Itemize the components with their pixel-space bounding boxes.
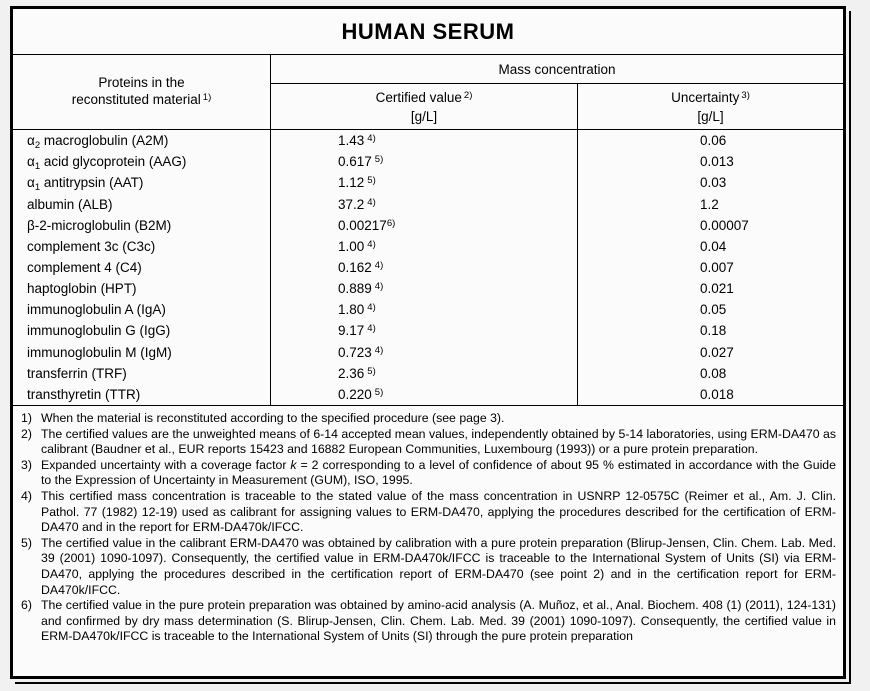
table-row <box>13 342 843 363</box>
certified-value: 1.00 $^{4)}$ <box>271 236 578 257</box>
footnote-number: 6) <box>21 598 32 613</box>
table-row <box>13 363 843 384</box>
footnote-number: 3) <box>21 457 32 472</box>
footnote <box>20 536 836 598</box>
footnote <box>20 411 836 427</box>
footnote-marker: 5) <box>374 386 384 398</box>
footnote-text: The certified value in the calibrant ERM-DA470 was obtained by calibration with a pure protein preparation (Blirup-Jensen, Clin. Chem. Lab. Med. 39 (2001) 1090-1097). Consequently, the certified value in ERM-DA470k/IFCC is traceable to the International System of Units (SI) via ERM-DA470, applying the procedures described in the certification report of ERM-DA470 (see point 2) and in the certification report for ERM-DA470k/IFCC. <box>41 535 836 597</box>
footnote-text: The certified value in the pure protein preparation was obtained by amino-acid analysis (A. Muñoz, et al., Anal. Biochem. 408 (1) (2011), 124-131) and confirmed by dry mass determination (S. Blirup-Jensen, Clin. Chem. Lab. Med. 39 (2001) 1090-1097). Consequently, the certified value in ERM-DA470k/IFCC is traceable to the International System of Units (SI) through the pure protein preparation <box>41 598 836 644</box>
footnote-marker: 4) <box>367 323 376 335</box>
footnotes-section <box>13 406 843 676</box>
uncertainty-value: 0.04 <box>700 238 727 254</box>
table-row <box>13 172 843 193</box>
footnote-marker-2: 2) <box>463 89 473 101</box>
protein-name: immunoglobulin G (IgG) <box>13 320 271 341</box>
mass-concentration-header-group <box>271 55 843 129</box>
table-row <box>13 151 843 172</box>
uncertainty-value: 0.013 <box>700 154 734 170</box>
footnote-number: 1) <box>21 411 32 425</box>
footnote-marker: 4) <box>374 260 384 272</box>
uncertainty-value: 0.018 <box>700 386 734 402</box>
certificate-page <box>10 6 846 679</box>
uncertainty-value: 0.00007 <box>700 217 749 233</box>
footnote-marker: 5) <box>367 175 376 187</box>
certified-value: 0.889 $^{4)}$ <box>271 278 578 299</box>
footnote-marker: 4) <box>367 238 376 250</box>
footnote <box>20 598 836 645</box>
table-row <box>13 278 843 299</box>
protein-name: $\alpha_1$ antitrypsin (AAT) <box>13 172 271 193</box>
protein-name: immunoglobulin A (IgA) <box>13 299 271 320</box>
certified-value: 1.80 $^{4)}$ <box>271 299 578 320</box>
table-row <box>13 236 843 257</box>
certified-value: 9.17 $^{4)}$ <box>271 320 578 341</box>
uncertainty-value: 0.007 <box>700 260 734 276</box>
certified-value: 2.36 $^{5)}$ <box>271 363 578 384</box>
footnote-text: The certified values are the unweighted means of 6-14 accepted mean values, independently obtained by 5-14 laboratories, using ERM-DA470 as calibrant (Baudner et al., EUR reports 15423 and 16882 European Communities, Luxembourg (1993)) or a pure protein preparation. <box>41 426 836 457</box>
certified-value: 1.12 $^{5)}$ <box>271 172 578 193</box>
protein-name: immunoglobulin M (IgM) <box>13 342 271 363</box>
table-row <box>13 257 843 278</box>
title-row <box>13 9 843 55</box>
protein-name: $\alpha_2$ macroglobulin (A2M) <box>13 130 271 151</box>
uncertainty-value: 0.05 <box>700 302 727 318</box>
group-header-mass-concentration: Mass concentration <box>271 55 843 84</box>
protein-name: albumin (ALB) <box>13 193 271 214</box>
uncertainty-unit: [g/L] <box>697 108 724 124</box>
certified-value-unit: [g/L] <box>410 108 438 124</box>
footnote-number: 2) <box>21 426 32 441</box>
footnote-marker: 4) <box>367 302 376 314</box>
column-header-certified-value <box>271 84 578 129</box>
certified-value: 0.723 $^{4)}$ <box>271 342 578 363</box>
table-body <box>13 130 843 406</box>
footnote-number: 4) <box>21 488 32 503</box>
footnote-marker: 4) <box>374 281 384 293</box>
footnote-marker: 5) <box>374 154 384 166</box>
protein-name: complement 4 (C4) <box>13 257 271 278</box>
uncertainty-label: Uncertainty <box>671 89 740 105</box>
footnote-number: 5) <box>21 535 32 550</box>
protein-name: $\alpha_1$ acid glycoprotein (AAG) <box>13 151 271 172</box>
footnote <box>20 458 836 489</box>
protein-name: β-2-microglobulin (B2M) <box>13 215 271 236</box>
uncertainty-value: 0.027 <box>700 344 734 360</box>
protein-name: complement 3c (C3c) <box>13 236 271 257</box>
footnote-text: When the material is reconstituted according to the specified procedure (see page 3). <box>41 411 505 425</box>
proteins-header-line2: reconstituted material <box>71 92 201 107</box>
table-row <box>13 215 843 236</box>
column-header-uncertainty <box>578 84 843 129</box>
uncertainty-value: 0.021 <box>700 281 734 297</box>
footnote-marker-3: 3) <box>741 89 750 101</box>
certified-value: 0.617 $^{5)}$ <box>271 151 578 172</box>
table-row <box>13 130 843 151</box>
footnote <box>20 427 836 458</box>
certified-value: 1.43 $^{4)}$ <box>271 130 578 151</box>
uncertainty-value: 0.03 <box>700 175 727 191</box>
footnote-text: Expanded uncertainty with a coverage factor k = 2 corresponding to a level of confidence of about 95 % estimated in accordance with the Guide to the Expression of Uncertainty in Measurement (GUM), ISO, 1995. <box>41 457 836 488</box>
page-title: HUMAN SERUM <box>341 18 515 44</box>
footnote-marker: 4) <box>374 344 384 356</box>
uncertainty-value: 0.08 <box>700 365 727 381</box>
footnote <box>20 489 836 536</box>
protein-name: transferrin (TRF) <box>13 363 271 384</box>
table-row <box>13 193 843 214</box>
footnote-text: This certified mass concentration is traceable to the stated value of the mass concentration in USNRP 12-0575C (Reimer et al., Am. J. Clin. Pathol. 77 (1982) 12-19) used as calibrant for assigning values to ERM-DA470, applying the procedures described for the certification of ERM-DA470 and in the report for ERM-DA470k/IFCC. <box>41 488 836 535</box>
uncertainty-value: 0.18 <box>700 323 727 339</box>
footnote-marker: 4) <box>367 133 376 145</box>
table-header <box>13 55 843 130</box>
column-header-proteins <box>13 55 271 129</box>
sub-headers <box>271 84 843 129</box>
certified-value: 0.162 $^{4)}$ <box>271 257 578 278</box>
proteins-header-line1: Proteins in the <box>98 75 185 90</box>
table-row <box>13 320 843 341</box>
certified-value: 0.00217$^{6)}$ <box>271 215 578 236</box>
protein-name: transthyretin (TTR) <box>13 384 271 405</box>
table-row <box>13 384 843 405</box>
certified-value: 0.220 $^{5)}$ <box>271 384 578 405</box>
table-row <box>13 299 843 320</box>
protein-name: haptoglobin (HPT) <box>13 278 271 299</box>
footnote-marker: 5) <box>367 365 376 377</box>
footnote-marker: 6) <box>386 217 396 229</box>
certified-value: 37.2 $^{4)}$ <box>271 193 578 214</box>
uncertainty-value: 0.06 <box>700 133 727 149</box>
certified-value-label: Certified value <box>375 89 462 105</box>
footnote-marker-1: 1) <box>202 92 212 103</box>
uncertainty-value: 1.2 <box>700 196 719 212</box>
footnote-marker: 4) <box>367 196 376 208</box>
